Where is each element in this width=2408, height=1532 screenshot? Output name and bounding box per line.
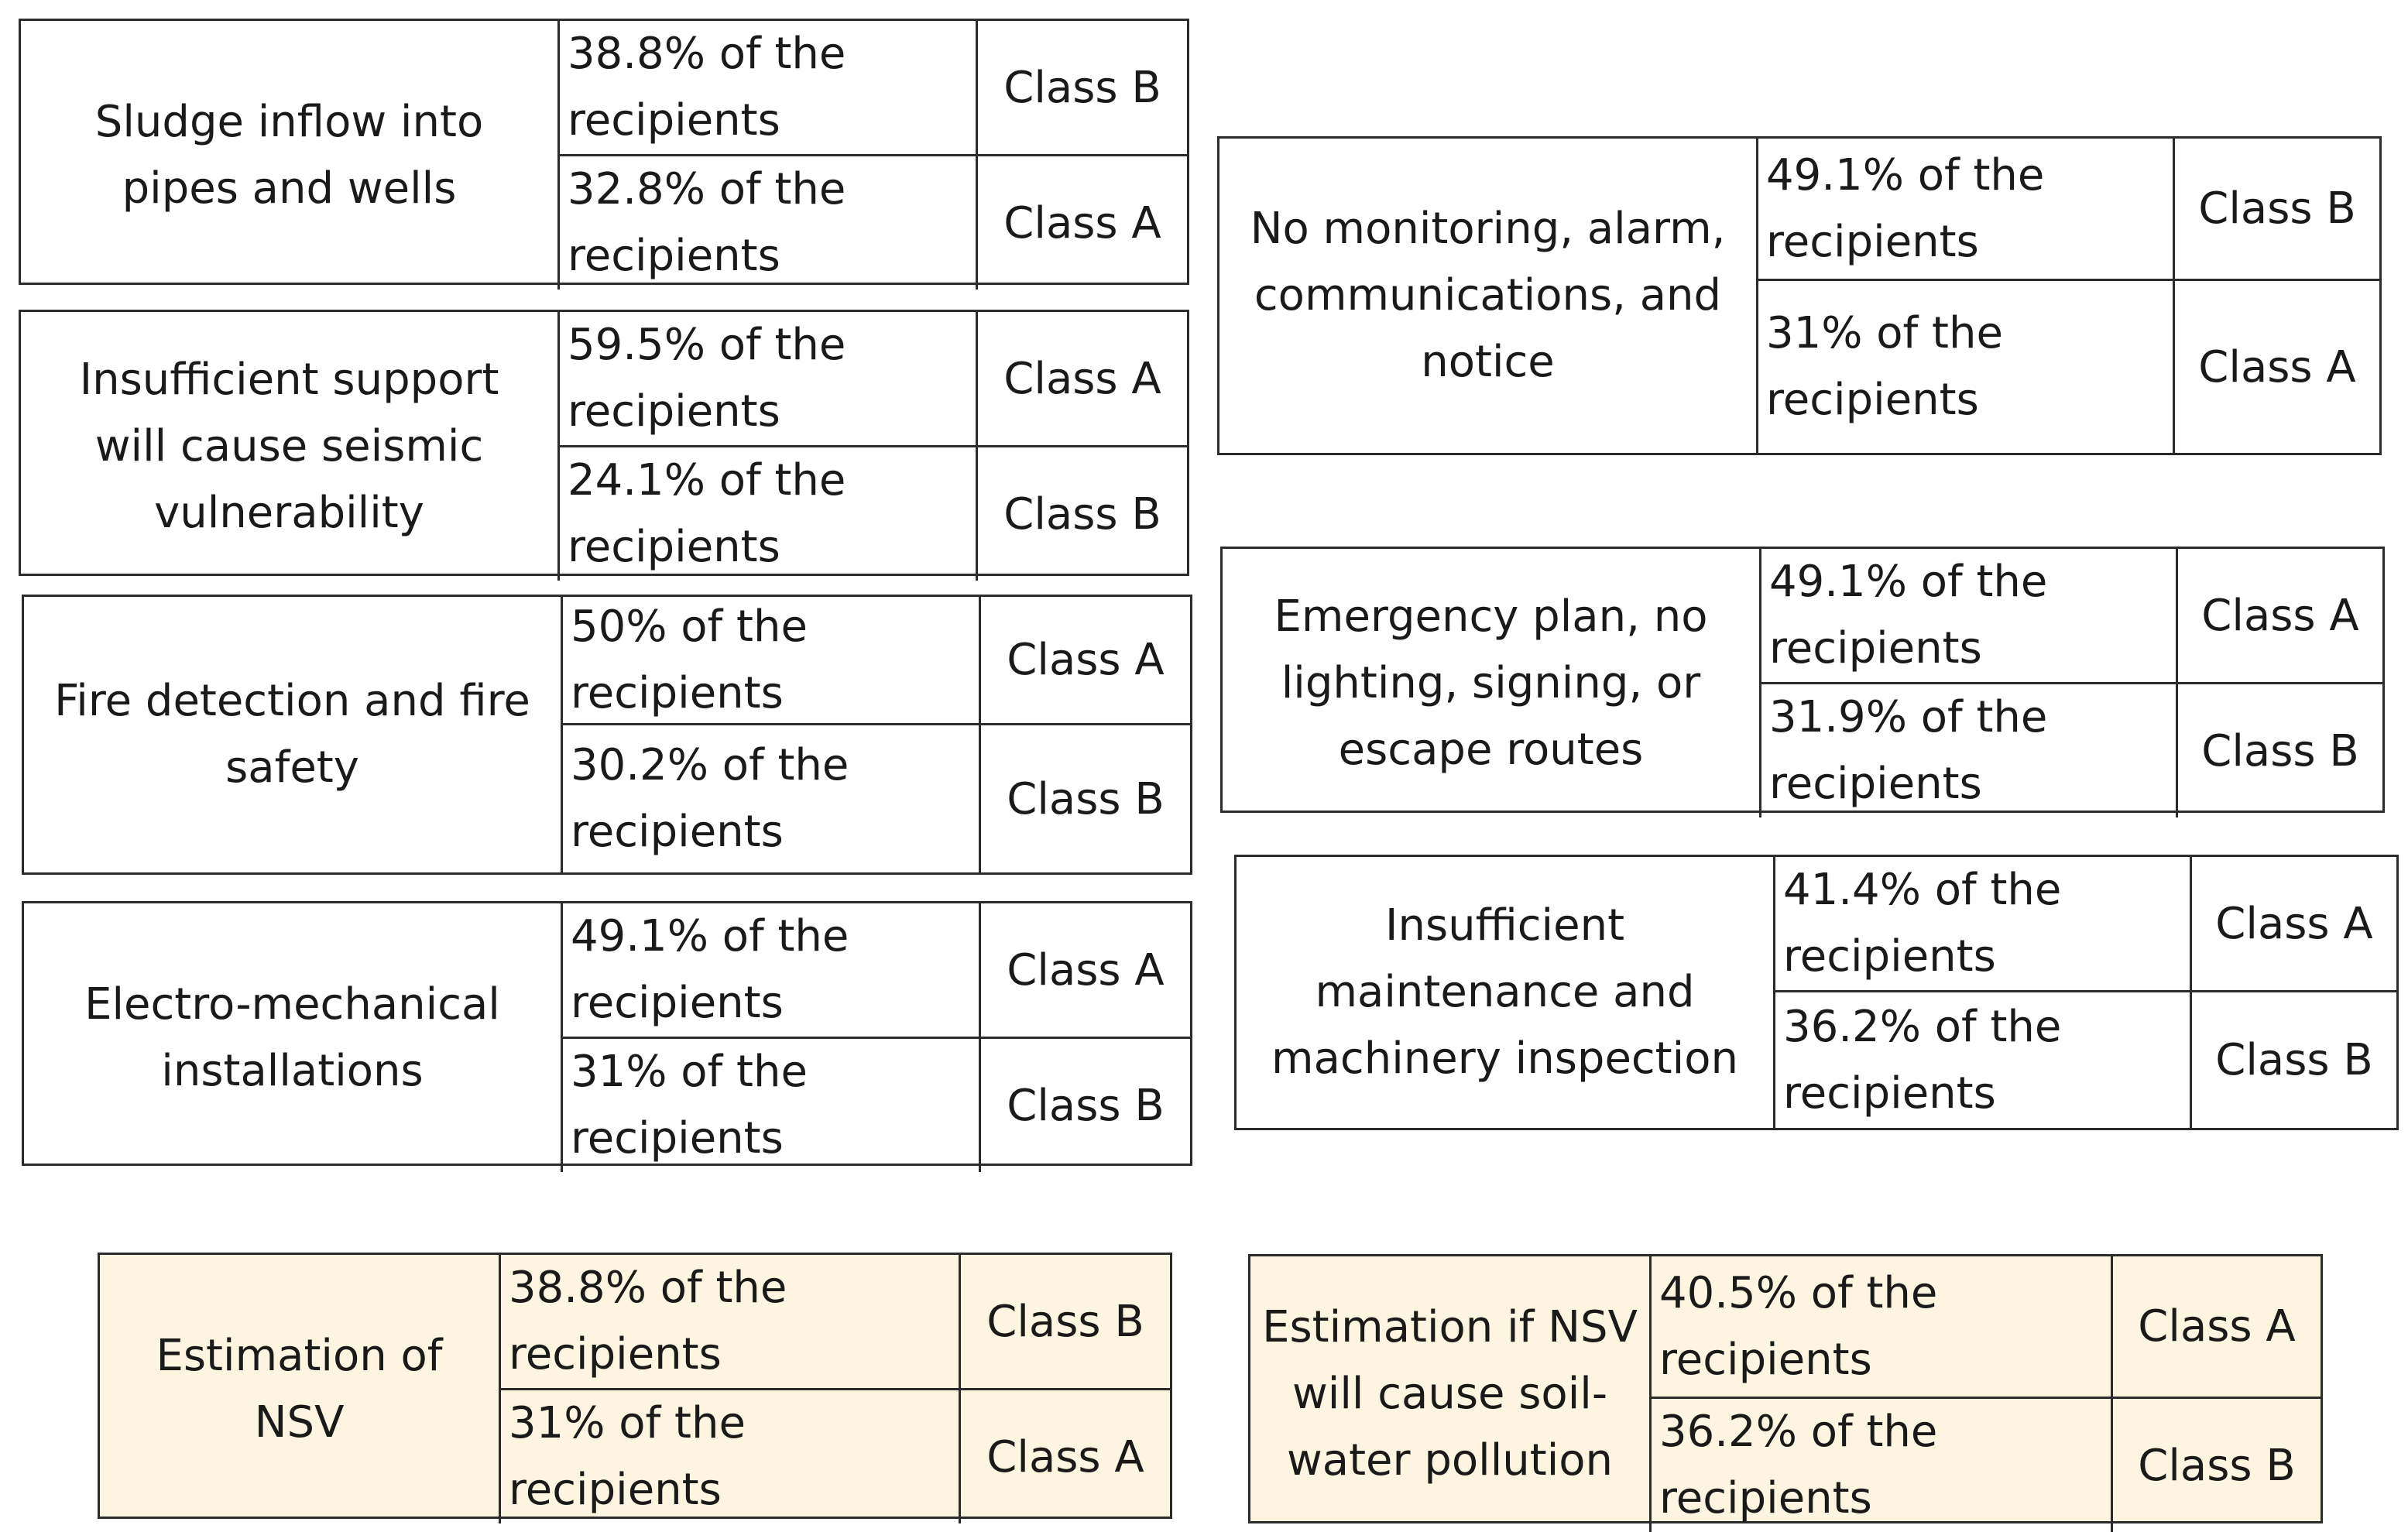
factor-label: No monitoring, alarm, communications, and notice bbox=[1219, 139, 1758, 453]
class-label: Class B bbox=[2138, 1440, 2296, 1491]
estimation-table-soil-water-pollution bbox=[1248, 1254, 2323, 1523]
class-label: Class B bbox=[2201, 725, 2359, 776]
class-label: Class A bbox=[2198, 341, 2356, 392]
factor-table-insufficient-maintenance bbox=[1234, 855, 2399, 1130]
factor-table-sludge-inflow bbox=[19, 19, 1189, 285]
factor-label: Emergency plan, no lighting, signing, or escape routes bbox=[1223, 549, 1761, 817]
recipients-percent: 31% of the recipients bbox=[563, 1039, 981, 1172]
class-label: Class B bbox=[1007, 1080, 1165, 1131]
recipients-percent: 59.5% of the recipients bbox=[560, 312, 978, 447]
recipients-percent: 30.2% of the recipients bbox=[563, 725, 981, 872]
class-label: Class A bbox=[981, 903, 1190, 1039]
factor-label: Insufficient maintenance and machinery inspection bbox=[1237, 857, 1775, 1128]
recipients-percent: 36.2% of the recipients bbox=[1775, 992, 2192, 1128]
factor-table-fire-detection bbox=[22, 595, 1192, 875]
class-label: Class A bbox=[986, 1431, 1144, 1482]
recipients-percent: 41.4% of the recipients bbox=[1775, 857, 2192, 992]
factor-table-insufficient-support bbox=[19, 310, 1189, 576]
recipients-percent: 31% of the recipients bbox=[1758, 281, 2175, 453]
estimation-table-nsv bbox=[98, 1253, 1172, 1519]
recipients-percent: 50% of the recipients bbox=[563, 597, 981, 725]
factor-label: Electro-mechanical installations bbox=[24, 903, 563, 1172]
recipients-percent: 38.8% of the recipients bbox=[560, 21, 978, 156]
factor-label: Sludge inflow into pipes and wells bbox=[21, 21, 560, 290]
class-label: Class B bbox=[1007, 773, 1165, 824]
recipients-percent: 31.9% of the recipients bbox=[1761, 684, 2178, 817]
class-label: Class B bbox=[2215, 1035, 2373, 1085]
recipients-percent: 38.8% of the recipients bbox=[501, 1255, 961, 1390]
recipients-percent: 49.1% of the recipients bbox=[563, 903, 981, 1039]
factor-label: Fire detection and fire safety bbox=[24, 597, 563, 872]
recipients-percent: 32.8% of the recipients bbox=[560, 156, 978, 290]
class-label: Class B bbox=[961, 1255, 1170, 1390]
class-label: Class A bbox=[1003, 197, 1161, 248]
class-label: Class A bbox=[978, 312, 1187, 447]
class-label: Class B bbox=[2175, 139, 2379, 281]
recipients-percent: 49.1% of the recipients bbox=[1758, 139, 2175, 281]
factor-table-no-monitoring bbox=[1217, 136, 2382, 455]
recipients-percent: 36.2% of the recipients bbox=[1652, 1399, 2113, 1532]
class-label: Class A bbox=[2178, 549, 2382, 684]
estimation-label: Estimation if NSV will cause soil- water pollution bbox=[1250, 1256, 1652, 1532]
factor-table-emergency-plan bbox=[1220, 547, 2385, 813]
factor-label: Insufficient support will cause seismic vulnerability bbox=[21, 312, 560, 581]
recipients-percent: 49.1% of the recipients bbox=[1761, 549, 2178, 684]
recipients-percent: 31% of the recipients bbox=[501, 1390, 961, 1523]
class-label: Class B bbox=[978, 21, 1187, 156]
class-label: Class B bbox=[1003, 488, 1161, 540]
class-label: Class A bbox=[2192, 857, 2396, 992]
class-label: Class A bbox=[2113, 1256, 2321, 1399]
class-label: Class A bbox=[981, 597, 1190, 725]
factor-table-electro-mechanical bbox=[22, 901, 1192, 1166]
recipients-percent: 24.1% of the recipients bbox=[560, 447, 978, 581]
recipients-percent: 40.5% of the recipients bbox=[1652, 1256, 2113, 1399]
estimation-label: Estimation of NSV bbox=[100, 1255, 501, 1523]
